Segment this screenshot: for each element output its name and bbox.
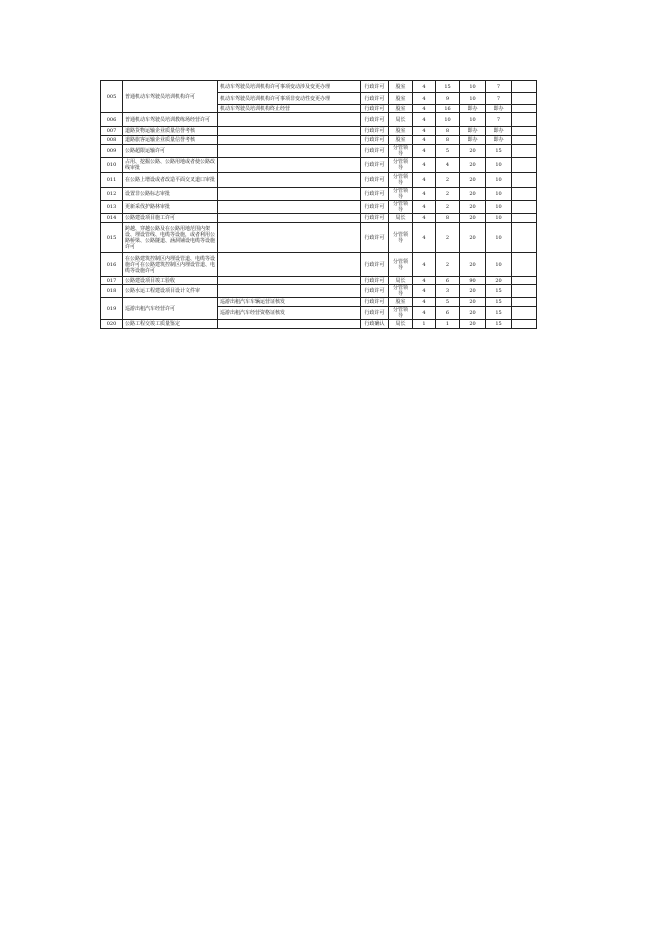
item-name: 巡游出租汽车经营许可 — [123, 298, 218, 320]
item-code: 014 — [101, 214, 123, 223]
blank-cell — [512, 307, 537, 320]
blank-cell — [512, 113, 537, 127]
value-c: 即办 — [460, 136, 486, 145]
value-c: 90 — [460, 277, 486, 285]
value-d: 即办 — [486, 105, 512, 113]
item-code: 009 — [101, 145, 123, 158]
item-code: 015 — [101, 223, 123, 253]
item-name: 普通机动车驾驶员培训机构许可 — [123, 81, 218, 113]
value-c: 20 — [460, 201, 486, 214]
blank-cell — [512, 253, 537, 277]
item-code: 011 — [101, 173, 123, 188]
value-c: 20 — [460, 253, 486, 277]
blank-cell — [512, 285, 537, 298]
item-type: 行政许可 — [361, 158, 389, 173]
item-code: 017 — [101, 277, 123, 285]
value-c: 10 — [460, 81, 486, 93]
approval-level: 分管领导 — [389, 188, 413, 201]
item-code: 006 — [101, 113, 123, 127]
table-row — [101, 201, 537, 214]
sub-item — [218, 127, 361, 136]
item-name: 普通机动车驾驶员培训教练场经营许可 — [123, 113, 218, 127]
value-a: 4 — [413, 127, 436, 136]
value-d: 10 — [486, 201, 512, 214]
table-row — [101, 113, 537, 127]
value-d: 15 — [486, 145, 512, 158]
value-d: 15 — [486, 307, 512, 320]
sub-item: 机动车驾驶员培训机构许可事项非变动性变更办理 — [218, 93, 361, 105]
item-code: 016 — [101, 253, 123, 277]
value-d: 10 — [486, 173, 512, 188]
value-d: 7 — [486, 81, 512, 93]
value-c: 10 — [460, 113, 486, 127]
item-type: 行政许可 — [361, 173, 389, 188]
approval-level: 分管领导 — [389, 223, 413, 253]
item-type: 行政许可 — [361, 214, 389, 223]
value-b: 6 — [436, 277, 460, 285]
value-d: 10 — [486, 223, 512, 253]
value-c: 20 — [460, 173, 486, 188]
table-row — [101, 285, 537, 298]
value-d: 15 — [486, 298, 512, 307]
value-d: 15 — [486, 320, 512, 329]
sub-item — [218, 173, 361, 188]
item-type: 行政许可 — [361, 105, 389, 113]
sub-item — [218, 136, 361, 145]
value-b: 9 — [436, 93, 460, 105]
table-row — [101, 136, 537, 145]
value-a: 4 — [413, 188, 436, 201]
value-d: 10 — [486, 188, 512, 201]
value-b: 2 — [436, 253, 460, 277]
sub-item: 机动车驾驶员培训机构许可事项变动涉及变更办理 — [218, 81, 361, 93]
value-c: 20 — [460, 320, 486, 329]
sub-item — [218, 201, 361, 214]
value-a: 4 — [413, 105, 436, 113]
table-row — [101, 320, 537, 329]
table-row — [101, 145, 537, 158]
value-b: 10 — [436, 113, 460, 127]
value-c: 20 — [460, 223, 486, 253]
item-code: 008 — [101, 136, 123, 145]
item-code: 020 — [101, 320, 123, 329]
item-name: 道路旅客运输企业质量信誉考核 — [123, 136, 218, 145]
blank-cell — [512, 173, 537, 188]
item-type: 行政许可 — [361, 223, 389, 253]
sub-item — [218, 320, 361, 329]
value-b: 15 — [436, 81, 460, 93]
approval-level: 局长 — [389, 277, 413, 285]
table-row — [101, 81, 537, 93]
value-a: 4 — [413, 93, 436, 105]
value-a: 1 — [413, 320, 436, 329]
sub-item — [218, 188, 361, 201]
approval-level: 股室 — [389, 105, 413, 113]
item-name: 更新采伐护路林审批 — [123, 201, 218, 214]
blank-cell — [512, 145, 537, 158]
approval-level: 股室 — [389, 298, 413, 307]
item-code: 007 — [101, 127, 123, 136]
item-name: 公路建设项目竣工验收 — [123, 277, 218, 285]
value-a: 4 — [413, 223, 436, 253]
item-type: 行政许可 — [361, 298, 389, 307]
approval-level: 股室 — [389, 93, 413, 105]
item-code: 019 — [101, 298, 123, 320]
table-row — [101, 158, 537, 173]
value-b: 4 — [436, 158, 460, 173]
sub-item — [218, 285, 361, 298]
sub-item — [218, 214, 361, 223]
approval-level: 分管领导 — [389, 158, 413, 173]
sub-item — [218, 253, 361, 277]
item-type: 行政许可 — [361, 127, 389, 136]
approval-level: 局长 — [389, 320, 413, 329]
value-b: 6 — [436, 307, 460, 320]
blank-cell — [512, 188, 537, 201]
blank-cell — [512, 93, 537, 105]
item-name: 占用、挖掘公路、公路用地或者使公路改线审批 — [123, 158, 218, 173]
value-d: 即办 — [486, 127, 512, 136]
blank-cell — [512, 223, 537, 253]
sub-item — [218, 277, 361, 285]
sub-item: 机动车驾驶员培训机构终止经营 — [218, 105, 361, 113]
value-d: 10 — [486, 253, 512, 277]
approval-level: 分管领导 — [389, 173, 413, 188]
item-name: 跨越、穿越公路及在公路用地范围内架设、埋设管线、电缆等设施，或者利用公路桥梁、公路隧道、涵洞铺设电缆等设施许可 — [123, 223, 218, 253]
item-type: 行政许可 — [361, 113, 389, 127]
value-a: 4 — [413, 158, 436, 173]
approval-level: 局长 — [389, 214, 413, 223]
item-code: 012 — [101, 188, 123, 201]
item-type: 行政确认 — [361, 320, 389, 329]
approval-level: 分管领导 — [389, 201, 413, 214]
value-a: 4 — [413, 145, 436, 158]
item-type: 行政许可 — [361, 145, 389, 158]
sub-item — [218, 113, 361, 127]
blank-cell — [512, 201, 537, 214]
value-b: 8 — [436, 136, 460, 145]
value-a: 4 — [413, 307, 436, 320]
approval-level: 分管领导 — [389, 145, 413, 158]
value-d: 10 — [486, 158, 512, 173]
approval-level: 局长 — [389, 113, 413, 127]
item-name: 在公路建筑控制区内埋设管道、电缆等设施许可在公路建筑控制区内埋设管道、电缆等设施许可 — [123, 253, 218, 277]
value-d: 即办 — [486, 136, 512, 145]
value-d: 7 — [486, 93, 512, 105]
value-b: 2 — [436, 201, 460, 214]
value-c: 20 — [460, 188, 486, 201]
value-b: 16 — [436, 105, 460, 113]
table-row — [101, 188, 537, 201]
approval-level: 股室 — [389, 81, 413, 93]
sub-item — [218, 145, 361, 158]
blank-cell — [512, 298, 537, 307]
table-row — [101, 127, 537, 136]
item-name: 在公路上增设或者改造平面交叉道口审批 — [123, 173, 218, 188]
item-name: 公路超限运输许可 — [123, 145, 218, 158]
value-b: 1 — [436, 320, 460, 329]
value-c: 即办 — [460, 105, 486, 113]
value-d: 7 — [486, 113, 512, 127]
blank-cell — [512, 136, 537, 145]
value-a: 4 — [413, 253, 436, 277]
table-row — [101, 253, 537, 277]
value-a: 4 — [413, 81, 436, 93]
item-name: 公路工程交竣工质量鉴定 — [123, 320, 218, 329]
value-c: 20 — [460, 214, 486, 223]
table-row — [101, 277, 537, 285]
item-name: 道路货物运输企业质量信誉考核 — [123, 127, 218, 136]
permit-table — [100, 80, 537, 329]
value-b: 2 — [436, 223, 460, 253]
sub-item — [218, 223, 361, 253]
sub-item — [218, 158, 361, 173]
blank-cell — [512, 127, 537, 136]
approval-level: 分管领导 — [389, 253, 413, 277]
value-a: 4 — [413, 277, 436, 285]
item-name: 公路水运工程建设项目设计文件审 — [123, 285, 218, 298]
sub-item: 巡游出租汽车车辆运营证核发 — [218, 298, 361, 307]
item-type: 行政许可 — [361, 201, 389, 214]
blank-cell — [512, 81, 537, 93]
value-b: 2 — [436, 188, 460, 201]
blank-cell — [512, 214, 537, 223]
item-type: 行政许可 — [361, 136, 389, 145]
value-c: 20 — [460, 285, 486, 298]
value-a: 4 — [413, 113, 436, 127]
value-b: 8 — [436, 127, 460, 136]
item-type: 行政许可 — [361, 81, 389, 93]
value-d: 20 — [486, 277, 512, 285]
item-type: 行政许可 — [361, 253, 389, 277]
item-code: 018 — [101, 285, 123, 298]
value-b: 5 — [436, 145, 460, 158]
item-type: 行政许可 — [361, 285, 389, 298]
value-c: 10 — [460, 93, 486, 105]
item-name: 公路建设项目施工许可 — [123, 214, 218, 223]
approval-level: 分管领导 — [389, 307, 413, 320]
item-type: 行政许可 — [361, 93, 389, 105]
item-code: 010 — [101, 158, 123, 173]
value-d: 15 — [486, 285, 512, 298]
item-code: 005 — [101, 81, 123, 113]
value-d: 10 — [486, 214, 512, 223]
item-type: 行政许可 — [361, 307, 389, 320]
value-a: 4 — [413, 214, 436, 223]
table-row — [101, 214, 537, 223]
approval-level: 股室 — [389, 127, 413, 136]
item-type: 行政许可 — [361, 188, 389, 201]
blank-cell — [512, 105, 537, 113]
value-a: 4 — [413, 298, 436, 307]
item-code: 013 — [101, 201, 123, 214]
blank-cell — [512, 320, 537, 329]
value-c: 20 — [460, 307, 486, 320]
value-c: 20 — [460, 298, 486, 307]
value-b: 2 — [436, 173, 460, 188]
approval-level: 股室 — [389, 136, 413, 145]
table-row — [101, 223, 537, 253]
value-a: 4 — [413, 285, 436, 298]
item-name: 设置非公路标志审批 — [123, 188, 218, 201]
approval-level: 分管领导 — [389, 285, 413, 298]
value-c: 即办 — [460, 127, 486, 136]
blank-cell — [512, 158, 537, 173]
value-b: 3 — [436, 285, 460, 298]
value-b: 5 — [436, 298, 460, 307]
table-row — [101, 173, 537, 188]
table-row — [101, 298, 537, 307]
value-b: 8 — [436, 214, 460, 223]
value-a: 4 — [413, 173, 436, 188]
value-c: 20 — [460, 158, 486, 173]
value-c: 20 — [460, 145, 486, 158]
blank-cell — [512, 277, 537, 285]
value-a: 4 — [413, 136, 436, 145]
item-type: 行政许可 — [361, 277, 389, 285]
sub-item: 巡游出租汽车经营资格证核发 — [218, 307, 361, 320]
value-a: 4 — [413, 201, 436, 214]
